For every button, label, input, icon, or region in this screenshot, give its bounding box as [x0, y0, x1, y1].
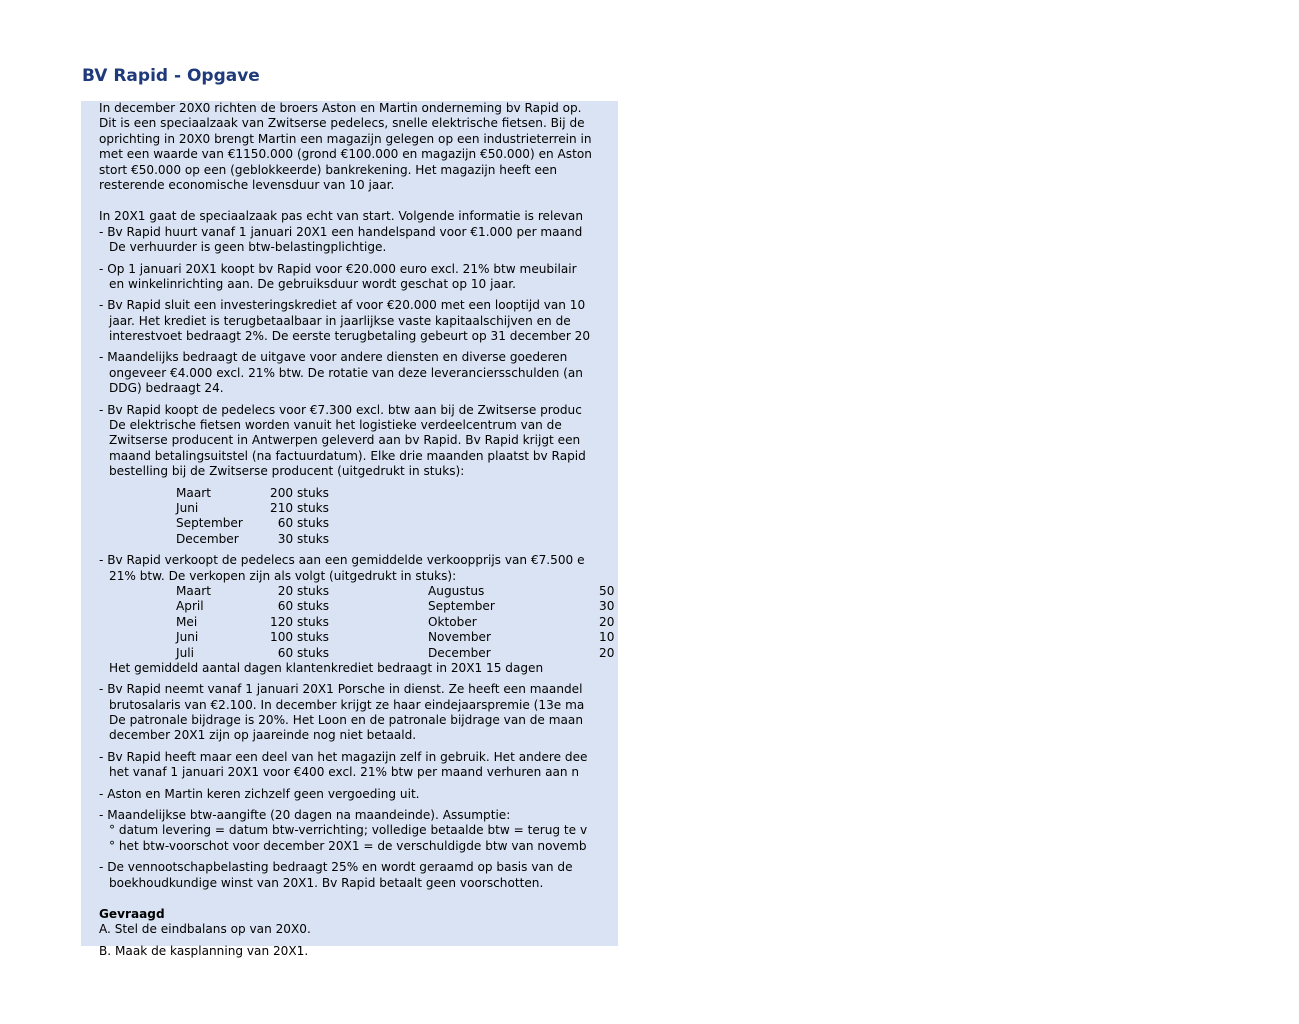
sales-qty: 120 stuks: [270, 614, 329, 629]
intro-line: stort €50.000 op een (geblokkeerde) bankrekening. Het magazijn heeft een: [99, 162, 558, 177]
sales-month: November: [428, 630, 491, 645]
table-row: [99, 584, 1299, 599]
table-row: [99, 501, 1299, 516]
bullet-line: ongeveer €4.000 excl. 21% btw. De rotatie van deze leveranciersschulden (an: [109, 365, 583, 380]
sales-qty: 20: [599, 614, 615, 629]
assignment-content: [99, 101, 1299, 959]
bullet-line: bestelling bij de Zwitserse producent (uitgedrukt in stuks):: [109, 464, 465, 479]
bullet-line: - Bv Rapid verkoopt de pedelecs aan een gemiddelde verkoopprijs van €7.500 e: [99, 553, 585, 568]
bullet-line: DDG) bedraagt 24.: [109, 381, 224, 396]
bullet-furniture: [99, 262, 1299, 293]
table-row: [99, 615, 1299, 630]
intro-line: met een waarde van €1150.000 (grond €100.000 en magazijn €50.000) en Aston: [99, 147, 592, 162]
bullet-line: en winkelinrichting aan. De gebruiksduur wordt geschat op 10 jaar.: [109, 276, 516, 291]
order-month: September: [176, 516, 243, 531]
sales-month: Juni: [176, 630, 199, 645]
table-row: [99, 532, 1299, 547]
bullet-line: De patronale bijdrage is 20%. Het Loon en de patronale bijdrage van de maan: [109, 713, 583, 728]
bullet-warehouse-rent: [99, 750, 1299, 781]
bullet-corporate-tax: [99, 860, 1299, 891]
bullet-line: - Bv Rapid sluit een investeringskrediet af voor €20.000 met een looptijd van 10: [99, 298, 586, 313]
table-row: [99, 630, 1299, 645]
intro-paragraph: [99, 101, 1299, 193]
bullet-line: brutosalaris van €2.100. In december krijgt ze haar eindejaarspremie (13e ma: [109, 697, 585, 712]
sales-month: December: [428, 645, 491, 660]
order-month: December: [176, 531, 239, 546]
bullet-line: - De vennootschapbelasting bedraagt 25% en wordt geraamd op basis van de: [99, 860, 573, 875]
bullet-line: De elektrische fietsen worden vanuit het logistieke verdeelcentrum van de: [109, 418, 562, 433]
bullet-no-compensation: [99, 787, 1299, 802]
assignment-box: [81, 101, 618, 958]
bullet-line: Zwitserse producent in Antwerpen geleverd aan bv Rapid. Bv Rapid krijgt een: [109, 433, 581, 448]
sales-month: Mei: [176, 614, 198, 629]
order-qty: 210 stuks: [270, 500, 329, 515]
bullet-line: ° datum levering = datum btw-verrichting; volledige betaalde btw = terug te v: [109, 823, 588, 838]
intro-line: resterende economische levensduur van 10 jaar.: [99, 177, 395, 192]
sales-month: Augustus: [428, 583, 485, 598]
table-row: [99, 516, 1299, 531]
bullet-vat: [99, 808, 1299, 854]
bullet-purchases: [99, 403, 1299, 480]
sales-qty: 50: [599, 583, 615, 598]
bullet-services: [99, 350, 1299, 396]
sales-month: Oktober: [428, 614, 477, 629]
bullet-line: - Maandelijks bedraagt de uitgave voor andere diensten en diverse goederen: [99, 350, 568, 365]
bullet-line: - Bv Rapid heeft maar een deel van het magazijn zelf in gebruik. Het andere dee: [99, 749, 588, 764]
table-row: [99, 646, 1299, 661]
bullet-line: het vanaf 1 januari 20X1 voor €400 excl. 21% btw per maand verhuren aan n: [109, 765, 580, 780]
bullet-line: - Maandelijkse btw-aangifte (20 dagen na maandeinde). Assumptie:: [99, 808, 511, 823]
order-qty: 200 stuks: [270, 485, 329, 500]
questions-heading: Gevraagd: [99, 906, 165, 921]
sales-month: April: [176, 599, 204, 614]
bullet-credit: [99, 298, 1299, 344]
sales-qty: 30: [599, 599, 615, 614]
sales-table: [99, 584, 1299, 661]
bullet-line: - Bv Rapid koopt de pedelecs voor €7.300 excl. btw aan bij de Zwitserse produc: [99, 402, 582, 417]
intro-line: Dit is een speciaalzaak van Zwitserse pedelecs, snelle elektrische fietsen. Bij de: [99, 116, 585, 131]
table-row: [99, 599, 1299, 614]
sales-month: Juli: [176, 645, 194, 660]
question-b: B. Maak de kasplanning van 20X1.: [99, 943, 309, 958]
bullet-line: - Aston en Martin keren zichzelf geen vergoeding uit.: [99, 786, 420, 801]
bullet-rent: [99, 225, 1299, 256]
bullet-line: boekhoudkundige winst van 20X1. Bv Rapid betaalt geen voorschotten.: [109, 875, 544, 890]
sales-qty: 10: [599, 630, 615, 645]
bullet-line: De verhuurder is geen btw-belastingplichtige.: [109, 240, 387, 255]
sales-qty: 60 stuks: [277, 599, 329, 614]
sales-qty: 20: [599, 645, 615, 660]
bullet-line: - Bv Rapid neemt vanaf 1 januari 20X1 Porsche in dienst. Ze heeft een maandel: [99, 682, 583, 697]
questions-section: [99, 907, 1299, 959]
customer-credit-note: Het gemiddeld aantal dagen klantenkrediet bedraagt in 20X1 15 dagen: [109, 660, 544, 675]
sales-month: September: [428, 599, 495, 614]
info-heading: In 20X1 gaat de speciaalzaak pas echt van start. Volgende informatie is relevan: [99, 209, 584, 224]
sales-qty: 20 stuks: [277, 583, 329, 598]
intro-line: oprichting in 20X0 brengt Martin een magazijn gelegen op een industrieterrein in: [99, 131, 592, 146]
order-month: Juni: [176, 500, 199, 515]
bullet-line: interestvoet bedraagt 2%. De eerste terugbetaling gebeurt op 31 december 20: [109, 329, 591, 344]
order-qty: 60 stuks: [277, 516, 329, 531]
sales-month: Maart: [176, 583, 211, 598]
bullet-sales: [99, 553, 1299, 584]
sales-qty: 100 stuks: [270, 630, 329, 645]
bullet-line: 21% btw. De verkopen zijn als volgt (uitgedrukt in stuks):: [109, 568, 457, 583]
intro-line: In december 20X0 richten de broers Aston en Martin onderneming bv Rapid op.: [99, 101, 582, 115]
order-qty: 30 stuks: [277, 531, 329, 546]
bullet-line: jaar. Het krediet is terugbetaalbaar in jaarlijkse vaste kapitaalschijven en de: [109, 313, 571, 328]
order-month: Maart: [176, 485, 211, 500]
bullet-line: maand betalingsuitstel (na factuurdatum). Elke drie maanden plaatst bv Rapid: [109, 448, 586, 463]
bullet-line: ° het btw-voorschot voor december 20X1 = de verschuldigde btw van novemb: [109, 838, 587, 853]
bullet-employee: [99, 682, 1299, 744]
table-row: [99, 486, 1299, 501]
bullet-line: december 20X1 zijn op jaareinde nog niet betaald.: [109, 728, 417, 743]
sales-qty: 60 stuks: [277, 645, 329, 660]
bullet-line: - Op 1 januari 20X1 koopt bv Rapid voor €20.000 euro excl. 21% btw meubilair: [99, 261, 577, 276]
page-title: BV Rapid - Opgave: [82, 66, 260, 86]
bullet-line: - Bv Rapid huurt vanaf 1 januari 20X1 een handelspand voor €1.000 per maand: [99, 224, 583, 239]
question-a: A. Stel de eindbalans op van 20X0.: [99, 922, 311, 937]
orders-table: [99, 486, 1299, 548]
